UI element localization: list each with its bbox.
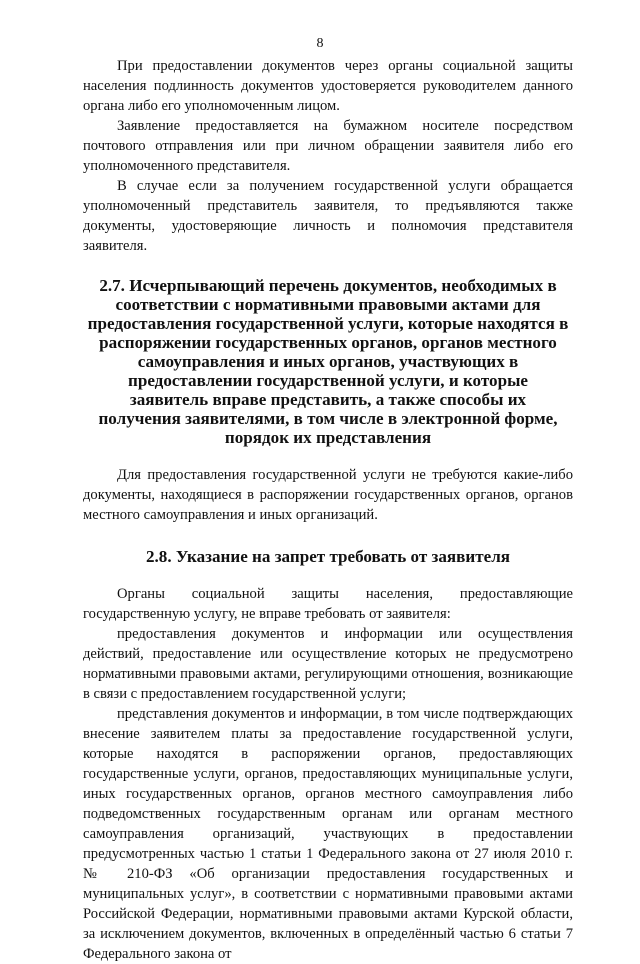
paragraph-no-documents-required: Для предоставления государственной услуги не требуются какие-либо документы, находящиеся в распоряжении государственных органов, органов местного самоуправления и иных организаций. [83,467,573,523]
paragraph-prohibition-intro: Органы социальной защиты населения, предоставляющие государственную услугу, не вправе требовать от заявителя: [83,586,573,622]
paragraph-document-verification: При предоставлении документов через органы социальной защиты населения подлинность документов удостоверяется руководителем данного органа либо его уполномоченным лицом. [83,58,573,114]
page-content [83,56,573,964]
paragraph-authorized-representative: В случае если за получением государственной услуги обращается уполномоченный представитель заявителя, то предъявляются также документы, удостоверяющие личность и полномочия представителя заявителя. [83,178,573,254]
page-number: 8 [316,36,324,51]
section-heading-2-8: 2.8. Указание на запрет требовать от заявителя [145,547,511,566]
paragraph-prohibition-item-2: представления документов и информации, в том числе подтверждающих внесение заявителем платы за предоставление государственной услуги, которые находятся в распоряжении органов, предоставляющих государственные услуги, органов, предоставляющих муниципальные услуги, иных государственных органов, органов местного самоуправления либо подведомственных государственным органам или органам местного самоуправления организаций, участвующих в предоставлении предусмотренных частью 1 статьи 1 Федерального закона от 27 июля 2010 г. № 210-ФЗ «Об организации предоставления государственных и муниципальных услуг», в соответствии с нормативными правовыми актами Российской Федерации, нормативными правовыми актами Курской области, за исключением документов, включенных в определённый частью 6 статьи 7 Федерального закона от [83,706,573,962]
paragraph-prohibition-item-1: предоставления документов и информации или осуществления действий, предоставление или осуществление которых не предусмотрено нормативными правовыми актами, регулирующими отношения, возникающие в связи с предоставлением государственной услуги; [83,626,573,702]
section-heading-2-7: 2.7. Исчерпывающий перечень документов, необходимых в соответствии с нормативными правовыми актами для предоставления государственной услуги, которые находятся в распоряжении государственных органов, органов местного самоуправления и иных органов, участвующих в предоставлении государственной услуги, и которые заявитель вправе представить, а также способы их получения заявителями, в том числе в электронной форме, порядок их представления [87,276,569,447]
paragraph-application-submission: Заявление предоставляется на бумажном носителе посредством почтового отправления или при личном обращении заявителя либо его уполномоченного представителя. [83,118,573,174]
